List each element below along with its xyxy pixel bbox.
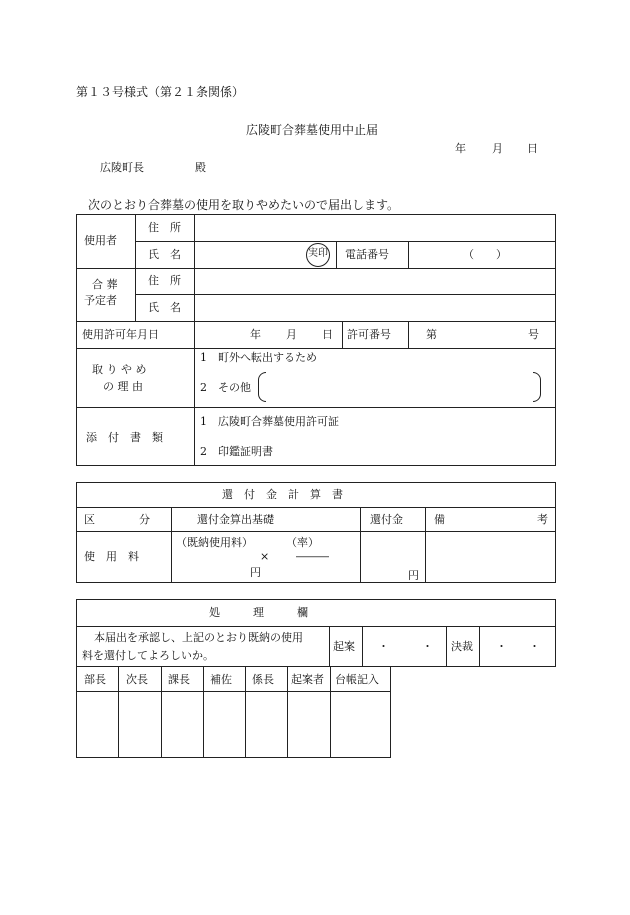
rate-label: （率）: [286, 536, 319, 549]
reason-other-field[interactable]: [268, 374, 530, 400]
applicant-address-field[interactable]: [196, 216, 554, 240]
col-divider: [446, 626, 447, 667]
col-basis: 還付金算出基礎: [197, 513, 274, 526]
applicant-name-field[interactable]: [196, 243, 304, 267]
permit-date-label: 使用許可年月日: [82, 328, 159, 341]
col-divider: [135, 214, 136, 321]
reason-label-2: の 理 由: [103, 380, 143, 393]
reason-label-1: 取 り や め: [92, 363, 147, 376]
date-year: 年: [455, 142, 466, 155]
col-divider: [408, 241, 409, 268]
addressee: 広陵町長: [100, 161, 144, 174]
planned-address-label: 住 所: [148, 274, 181, 287]
permit-day: 日: [322, 328, 333, 341]
attachment-item-1: 1 広陵町合葬墓使用許可証: [200, 415, 339, 428]
fraction-line: ―――: [296, 550, 329, 563]
basis-yen: 円: [250, 566, 261, 579]
left-bracket-icon: [258, 372, 266, 402]
phone-field[interactable]: [410, 243, 555, 267]
drafted-label: 起案: [333, 640, 355, 653]
permit-year: 年: [250, 328, 261, 341]
permit-month: 月: [286, 328, 297, 341]
attachment-item-2: 2 印鑑証明書: [200, 445, 273, 458]
attachments-label: 添 付 書 類: [86, 431, 163, 444]
stamp-cell[interactable]: [288, 692, 329, 757]
col-divider: [171, 507, 172, 583]
reason-option-1[interactable]: 1 町外へ転出するため: [200, 351, 317, 364]
permit-number-label: 許可番号: [347, 328, 391, 341]
col-divider: [342, 321, 343, 348]
date-day: 日: [527, 142, 538, 155]
col-divider: [194, 214, 195, 466]
page-title: 広陵町合葬墓使用中止届: [246, 123, 379, 137]
planned-label-2: 予定者: [84, 294, 117, 307]
permit-number-suffix: 号: [528, 328, 539, 341]
stamp-header-6: 起案者: [291, 673, 324, 686]
remarks-field[interactable]: [427, 533, 555, 581]
row-divider: [76, 626, 556, 627]
approval-text-1: 本届出を承認し、上記のとおり既納の使用: [94, 631, 303, 644]
stamp-cell[interactable]: [162, 692, 202, 757]
amount-yen: 円: [408, 569, 419, 582]
col-category: 区 分: [84, 513, 150, 526]
honorific: 殿: [195, 161, 206, 174]
refund-title: 還 付 金 計 算 書: [222, 488, 343, 501]
row-divider: [135, 241, 556, 242]
drafted-date: ・ ・: [378, 640, 433, 653]
stamp-header-1: 部長: [84, 673, 106, 686]
planned-name-field[interactable]: [196, 296, 554, 320]
applicant-name-label: 氏 名: [148, 248, 181, 261]
col-divider: [362, 626, 363, 667]
processing-title: 処 理 欄: [209, 606, 308, 619]
stamp-cell[interactable]: [204, 692, 244, 757]
stamp-cell[interactable]: [331, 692, 390, 757]
applicant-label: 使用者: [84, 234, 117, 247]
date-month: 月: [492, 142, 503, 155]
applicant-address-label: 住 所: [148, 221, 181, 234]
row-divider: [76, 407, 556, 408]
refund-amount-field[interactable]: [362, 533, 424, 581]
permit-number-prefix: 第: [426, 328, 437, 341]
row-divider: [76, 348, 556, 349]
col-divider: [425, 507, 426, 583]
col-remarks-left: 備: [434, 513, 445, 526]
stamp-cell[interactable]: [77, 692, 117, 757]
col-remarks-right: 考: [537, 513, 548, 526]
planned-address-field[interactable]: [196, 270, 554, 293]
permit-number-field[interactable]: [410, 323, 555, 347]
col-divider: [360, 507, 361, 583]
stamp-header-2: 次長: [126, 673, 148, 686]
reason-option-2[interactable]: 2 その他: [200, 381, 251, 394]
times-sign: ×: [260, 550, 270, 563]
planned-label-1: 合 葬: [92, 278, 118, 291]
stamp-header-4: 補佐: [210, 673, 232, 686]
col-divider: [329, 626, 330, 667]
row-divider: [76, 268, 556, 269]
seal-label: 実印: [308, 248, 328, 259]
row-divider: [135, 294, 556, 295]
decided-label: 決裁: [451, 640, 473, 653]
stamp-header-3: 課長: [168, 673, 190, 686]
fee-row-label: 使 用 料: [84, 550, 139, 563]
stamp-header-7: 台帳記入: [335, 673, 379, 686]
permit-date-field[interactable]: [196, 323, 341, 347]
decided-date: ・ ・: [496, 640, 540, 653]
planned-name-label: 氏 名: [148, 301, 181, 314]
stamp-cell[interactable]: [119, 692, 160, 757]
paid-fee-label: （既納使用料）: [176, 536, 253, 549]
form-number: 第１３号様式（第２１条関係）: [76, 85, 245, 99]
phone-label: 電話番号: [345, 248, 389, 261]
stamp-header-5: 係長: [252, 673, 274, 686]
right-bracket-icon: [533, 372, 541, 402]
col-amount: 還付金: [370, 513, 403, 526]
col-divider: [479, 626, 480, 667]
statement: 次のとおり合葬墓の使用を取りやめたいので届出します。: [88, 198, 400, 212]
row-divider: [76, 507, 556, 508]
approval-text-2: 料を還付してよろしいか。: [82, 649, 214, 662]
phone-format: （ ）: [463, 248, 507, 261]
row-divider: [76, 531, 556, 532]
col-divider: [336, 241, 337, 268]
row-divider: [76, 321, 556, 322]
col-divider: [408, 321, 409, 348]
stamp-cell[interactable]: [246, 692, 286, 757]
